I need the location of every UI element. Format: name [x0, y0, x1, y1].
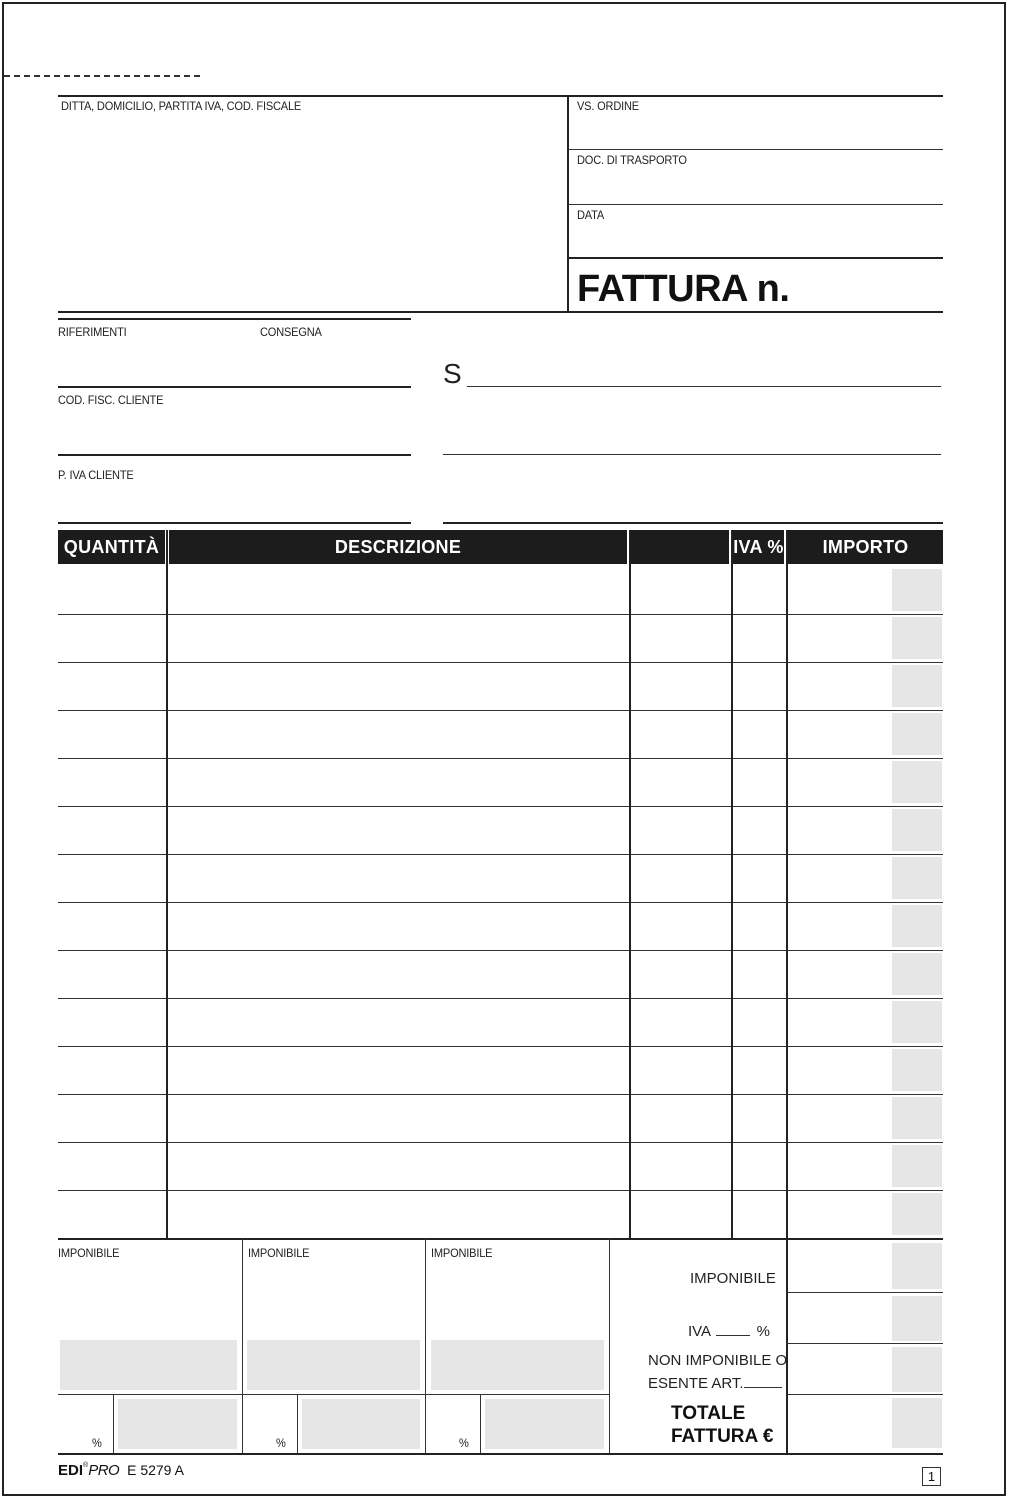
consegna-label: CONSEGNA	[260, 325, 322, 339]
header-iva: IVA %	[733, 530, 784, 564]
quantita-cell[interactable]	[58, 568, 164, 612]
blank-cell[interactable]	[631, 760, 729, 804]
quantita-cell[interactable]	[58, 760, 164, 804]
blank-cell[interactable]	[631, 568, 729, 612]
quantita-cell[interactable]	[58, 808, 164, 852]
fattura-title: FATTURA n.	[577, 268, 790, 310]
importo-cell[interactable]	[788, 712, 890, 756]
row-rule	[58, 614, 943, 615]
aliquota-2-box[interactable]	[302, 1399, 420, 1449]
totale-cents[interactable]	[892, 1398, 942, 1448]
iva-rate-blank[interactable]	[716, 1335, 750, 1336]
imponibile-1-value[interactable]	[60, 1264, 238, 1336]
quantita-cell[interactable]	[58, 1096, 164, 1140]
blank-cell[interactable]	[631, 1048, 729, 1092]
importo-cents-cell[interactable]	[892, 1145, 942, 1187]
descrizione-cell[interactable]	[169, 760, 626, 804]
quantita-cell[interactable]	[58, 616, 164, 660]
iva-cell[interactable]	[733, 568, 784, 612]
ditta-field[interactable]	[60, 118, 560, 303]
row-rule	[58, 662, 943, 663]
importo-cell[interactable]	[788, 1192, 890, 1236]
non-imponibile-label: NON IMPONIBILE O	[648, 1352, 788, 1369]
blank-cell[interactable]	[631, 1096, 729, 1140]
descrizione-cell[interactable]	[169, 664, 626, 708]
vs-ordine-label: VS. ORDINE	[577, 99, 639, 113]
page-number: 1	[922, 1467, 941, 1486]
blank-cell[interactable]	[631, 904, 729, 948]
cod-fisc-cliente-label: COD. FISC. CLIENTE	[58, 393, 164, 407]
totals-rule-3	[786, 1394, 943, 1395]
totale-fattura-label: FATTURA €	[671, 1426, 774, 1447]
imponibile-2-value[interactable]	[246, 1264, 422, 1336]
row-rule	[58, 1046, 943, 1047]
summary-bottom-rule	[58, 1453, 943, 1455]
doc-trasporto-rule	[568, 204, 943, 205]
importo-cell[interactable]	[788, 760, 890, 804]
percent-2: %	[276, 1436, 286, 1450]
iva-cell[interactable]	[733, 1048, 784, 1092]
imposta-1-box[interactable]	[60, 1340, 237, 1390]
header-quantita: QUANTITÀ	[58, 530, 165, 564]
importo-cents-cell[interactable]	[892, 905, 942, 947]
quantita-cell[interactable]	[58, 1000, 164, 1044]
iva-cell[interactable]	[733, 1144, 784, 1188]
iva-cell[interactable]	[733, 1192, 784, 1236]
quantita-cell[interactable]	[58, 904, 164, 948]
blank-cell[interactable]	[631, 808, 729, 852]
importo-cell[interactable]	[788, 952, 890, 996]
descrizione-cell[interactable]	[169, 856, 626, 900]
totale-label: TOTALE	[671, 1403, 746, 1424]
descrizione-cell[interactable]	[169, 952, 626, 996]
perforation-line	[4, 75, 200, 77]
importo-cents-cell[interactable]	[892, 857, 942, 899]
row-rule	[58, 806, 943, 807]
p-iva-cliente-label: P. IVA CLIENTE	[58, 468, 134, 482]
summary-col-4	[786, 1238, 788, 1453]
imposta-2-box[interactable]	[247, 1340, 420, 1390]
summary-pct-div-3	[480, 1394, 481, 1453]
blank-cell[interactable]	[631, 952, 729, 996]
importo-cell[interactable]	[788, 1000, 890, 1044]
col-line-descrizione	[629, 530, 631, 1238]
doc-trasporto-field[interactable]	[572, 170, 940, 200]
riferimenti-label: RIFERIMENTI	[58, 325, 127, 339]
importo-cents-cell[interactable]	[892, 953, 942, 995]
address-rule-2	[443, 522, 943, 524]
imponibile-total-label: IMPONIBILE	[690, 1270, 776, 1287]
imponibile-3-value[interactable]	[430, 1264, 606, 1336]
row-rule	[58, 758, 943, 759]
vs-ordine-field[interactable]	[572, 116, 940, 146]
data-field[interactable]	[572, 224, 940, 254]
importo-cell[interactable]	[788, 1096, 890, 1140]
row-rule	[58, 1190, 943, 1191]
p-iva-cliente-field[interactable]	[58, 486, 408, 520]
esente-text: ESENTE ART.	[648, 1375, 744, 1392]
summary-top-rule	[58, 1238, 943, 1240]
header-blank	[631, 530, 729, 564]
col-line-blank	[731, 530, 733, 1238]
blank-cell[interactable]	[631, 1144, 729, 1188]
importo-cell[interactable]	[788, 616, 890, 660]
imponibile-3-label: IMPONIBILE	[431, 1246, 493, 1260]
form-code: E 5279 A	[127, 1462, 184, 1478]
iva-cell[interactable]	[733, 904, 784, 948]
quantita-cell[interactable]	[58, 952, 164, 996]
percent-3: %	[459, 1436, 469, 1450]
vs-ordine-rule	[568, 149, 943, 150]
descrizione-cell[interactable]	[169, 1144, 626, 1188]
row-rule	[58, 950, 943, 951]
blank-cell[interactable]	[631, 616, 729, 660]
descrizione-cell[interactable]	[169, 616, 626, 660]
aliquota-1-box[interactable]	[118, 1399, 237, 1449]
importo-cell[interactable]	[788, 664, 890, 708]
col-line-iva	[786, 530, 788, 1238]
descrizione-cell[interactable]	[169, 808, 626, 852]
descrizione-cell[interactable]	[169, 1000, 626, 1044]
header-importo: IMPORTO	[788, 530, 943, 564]
importo-cell[interactable]	[788, 1144, 890, 1188]
row-rule	[58, 854, 943, 855]
blank-cell[interactable]	[631, 712, 729, 756]
iva-cell[interactable]	[733, 1000, 784, 1044]
riferimenti-top-rule	[58, 318, 411, 320]
riferimenti-field[interactable]	[58, 345, 408, 383]
row-rule	[58, 1142, 943, 1143]
row-rule	[58, 1094, 943, 1095]
iva-total-cents[interactable]	[892, 1296, 942, 1341]
address-field-2[interactable]	[444, 486, 939, 520]
summary-pct-div-1	[113, 1394, 114, 1453]
row-rule	[58, 902, 943, 903]
summary-col-1	[242, 1238, 243, 1453]
iva-cell[interactable]	[733, 856, 784, 900]
s-rule	[467, 386, 941, 387]
iva-cell[interactable]	[733, 952, 784, 996]
descrizione-cell[interactable]	[169, 1048, 626, 1092]
percent-1: %	[92, 1436, 102, 1450]
iva-cell[interactable]	[733, 712, 784, 756]
summary-pct-div-2	[297, 1394, 298, 1453]
non-imponibile-cents[interactable]	[892, 1347, 942, 1392]
summary-imposta-rule	[58, 1394, 609, 1395]
header-descrizione: DESCRIZIONE	[169, 530, 627, 564]
address-rule-1	[443, 454, 941, 455]
iva-cell[interactable]	[733, 808, 784, 852]
descrizione-cell[interactable]	[169, 1192, 626, 1236]
header-bottom-rule	[58, 311, 943, 313]
blank-cell[interactable]	[631, 1192, 729, 1236]
quantita-cell[interactable]	[58, 856, 164, 900]
importo-cell[interactable]	[788, 568, 890, 612]
iva-cell[interactable]	[733, 760, 784, 804]
importo-cents-cell[interactable]	[892, 1049, 942, 1091]
esente-art-blank[interactable]	[744, 1387, 782, 1388]
iva-suffix: %	[756, 1323, 770, 1340]
footer-brand: EDI®PRO E 5279 A	[58, 1462, 184, 1479]
brand-edi: EDI	[58, 1462, 84, 1479]
quantita-cell[interactable]	[58, 712, 164, 756]
col-line-quantita	[166, 530, 168, 1238]
quantita-cell[interactable]	[58, 1144, 164, 1188]
importo-cell[interactable]	[788, 1048, 890, 1092]
importo-cents-cell[interactable]	[892, 809, 942, 851]
row-rule	[58, 710, 943, 711]
cod-fisc-cliente-field[interactable]	[58, 412, 408, 450]
totals-rule-2	[786, 1343, 943, 1344]
data-rule	[568, 257, 943, 259]
iva-prefix: IVA	[688, 1323, 711, 1340]
address-field-1[interactable]	[444, 418, 939, 452]
esente-label	[648, 1375, 782, 1392]
iva-cell[interactable]	[733, 664, 784, 708]
s-label: S	[443, 358, 462, 389]
imponibile-1-label: IMPONIBILE	[58, 1246, 120, 1260]
importo-cents-cell[interactable]	[892, 1001, 942, 1043]
descrizione-cell[interactable]	[169, 1096, 626, 1140]
importo-cents-cell[interactable]	[892, 713, 942, 755]
imponibile-total-value[interactable]	[790, 1243, 890, 1289]
quantita-cell[interactable]	[58, 1048, 164, 1092]
signore-field[interactable]	[468, 350, 938, 384]
importo-cell[interactable]	[788, 904, 890, 948]
iva-total-value[interactable]	[790, 1296, 890, 1341]
importo-cents-cell[interactable]	[892, 761, 942, 803]
importo-cents-cell[interactable]	[892, 665, 942, 707]
importo-cell[interactable]	[788, 808, 890, 852]
iva-cell[interactable]	[733, 1096, 784, 1140]
quantita-cell[interactable]	[58, 1192, 164, 1236]
imponibile-2-label: IMPONIBILE	[248, 1246, 310, 1260]
header-top-rule	[58, 95, 943, 97]
data-label: DATA	[577, 208, 605, 222]
riferimenti-rule	[58, 386, 411, 388]
blank-cell[interactable]	[631, 664, 729, 708]
descrizione-cell[interactable]	[169, 568, 626, 612]
importo-cents-cell[interactable]	[892, 1097, 942, 1139]
blank-cell[interactable]	[631, 1000, 729, 1044]
imponibile-total-cents[interactable]	[892, 1243, 942, 1289]
summary-col-2	[425, 1238, 426, 1453]
blank-cell[interactable]	[631, 856, 729, 900]
importo-cents-cell[interactable]	[892, 569, 942, 611]
non-imponibile-value[interactable]	[790, 1347, 890, 1392]
brand-pro: PRO	[88, 1462, 120, 1479]
iva-label	[688, 1323, 770, 1340]
importo-cell[interactable]	[788, 856, 890, 900]
summary-col-3	[609, 1238, 610, 1453]
descrizione-cell[interactable]	[169, 712, 626, 756]
p-iva-rule	[58, 522, 411, 524]
ditta-label: DITTA, DOMICILIO, PARTITA IVA, COD. FISCALE	[61, 99, 302, 113]
fattura-number-field[interactable]	[760, 266, 940, 306]
cod-fisc-rule	[58, 454, 411, 456]
doc-trasporto-label: DOC. DI TRASPORTO	[577, 153, 687, 167]
importo-cents-cell[interactable]	[892, 1193, 942, 1235]
row-rule	[58, 998, 943, 999]
iva-cell[interactable]	[733, 616, 784, 660]
quantita-cell[interactable]	[58, 664, 164, 708]
aliquota-3-box[interactable]	[485, 1399, 604, 1449]
totale-value[interactable]	[790, 1398, 890, 1448]
totals-rule-1	[786, 1292, 943, 1293]
imposta-3-box[interactable]	[431, 1340, 604, 1390]
descrizione-cell[interactable]	[169, 904, 626, 948]
importo-cents-cell[interactable]	[892, 617, 942, 659]
